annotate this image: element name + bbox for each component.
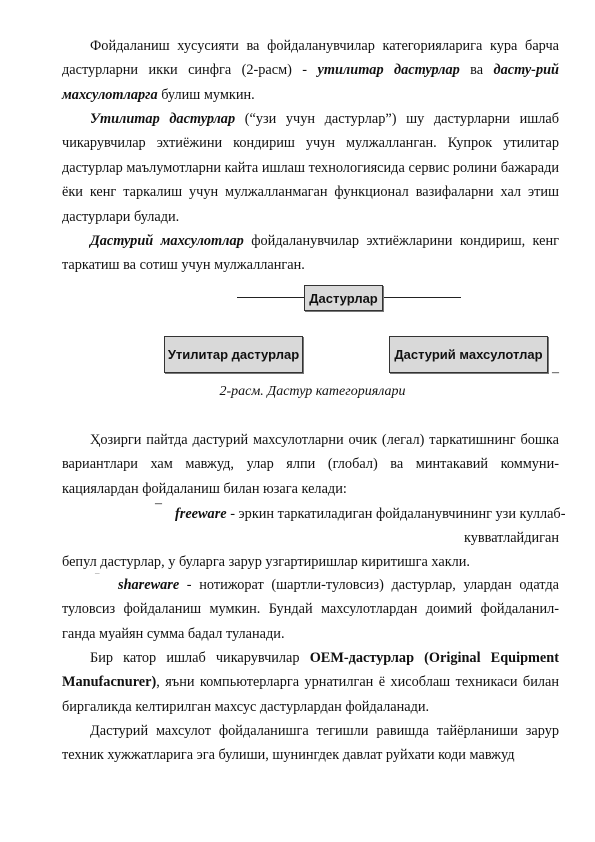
freeware-text-1: - эркин таркатиладиган фойдаланувчининг узи куллаб- — [226, 506, 566, 522]
utility-programs-text: (“узи учун дастурлар”) шу дастурларни ишлаб чикарувчилар эхтиёжини кондириш учун мулжалланган. Купрок утилитар дастурлар маълумотларни кайта ишлаш технологиясида сервис ролини бажаради ёки кенг таркалиш учун мулжалланмаган функционал вазифаларни хал этиш дастурлари булади. — [62, 111, 559, 225]
utility-programs-term: Утилитар дастурлар — [90, 111, 236, 127]
freeware-line1 — [175, 502, 565, 526]
software-products-paragraph — [62, 229, 559, 278]
diagram-connector-right — [383, 297, 461, 298]
diagram-box-software-products: Дастурий махсулотлар — [389, 336, 548, 373]
intro-text-end: булиш мумкин. — [157, 86, 255, 103]
software-products-text: фойдаланувчилар эхтиёжларини кондириш, кенг таркатиш ва сотиш учун мулжалланган. — [62, 233, 559, 274]
oem-paragraph — [62, 646, 559, 719]
diagram-connector-left — [237, 297, 304, 298]
oem-term: OEM-дастурлар (Original Equipment Manufacnurer) — [62, 650, 559, 691]
shareware-text: - нотижорат (шартли-туловсиз) дастурлар, улардан одатда туловсиз фойдаланиш мумкин. Бундай махсулотлардан доимий фойдаланил-ганда муайян сумма бадал туланади. — [62, 577, 559, 642]
shareware-term: shareware — [118, 577, 180, 593]
stray-dash-mark: – — [552, 365, 559, 380]
term-utility-programs: утилитар дастурлар — [317, 62, 460, 79]
figure-caption: 2-расм. Дастур категориялари — [219, 384, 406, 399]
freeware-line3: бепул дастурлар, у буларга зарур узгартиришлар киритишга хакли. — [62, 554, 471, 570]
distribution-paragraph: Ҳозирги пайтда дастурий махсулотларни очик (легал) таркатишнинг бошка вариантлари хам мавжуд, улар ялпи (глобал) ва минтакавий коммуни-кациялардан фойдаланиш билан юзага келади: — [62, 432, 559, 497]
oem-text-start: Бир катор ишлаб чикарувчилар — [90, 650, 310, 666]
intro-text: Фойдаланиш хусусияти ва фойдаланувчилар категорияларига кура барча дастурларни икки синфга (2-расм) - — [62, 38, 559, 79]
freeware-line2: кувватлайдиган — [464, 530, 559, 546]
documentation-paragraph: Дастурий махсулот фойдаланишга тегишли равишда тайёрланиши зарур техник хужжатларига эга булиши, шунингдек давлат руйхати коди мавжуд — [62, 723, 559, 764]
utility-programs-paragraph — [62, 107, 559, 229]
intro-text-and: ва — [459, 62, 494, 79]
list-dash-freeware: – — [155, 496, 162, 511]
software-products-term: Дастурий махсулотлар — [90, 233, 244, 249]
intro-paragraph — [62, 34, 559, 107]
oem-text-end: , яъни компьютерларга урнатилган ё хисоблаш техникаси билан биргаликда келтирилган махсус дастурлардан фойдаланади. — [62, 674, 559, 715]
shareware-paragraph — [62, 573, 559, 646]
term-software-products: дасту-рий махсулотларга — [62, 62, 559, 103]
diagram-box-programs: Дастурлар — [304, 285, 383, 311]
list-dash-shareware: – — [95, 568, 100, 578]
diagram-box-utility: Утилитар дастурлар — [164, 336, 303, 373]
freeware-term: freeware — [175, 506, 227, 522]
